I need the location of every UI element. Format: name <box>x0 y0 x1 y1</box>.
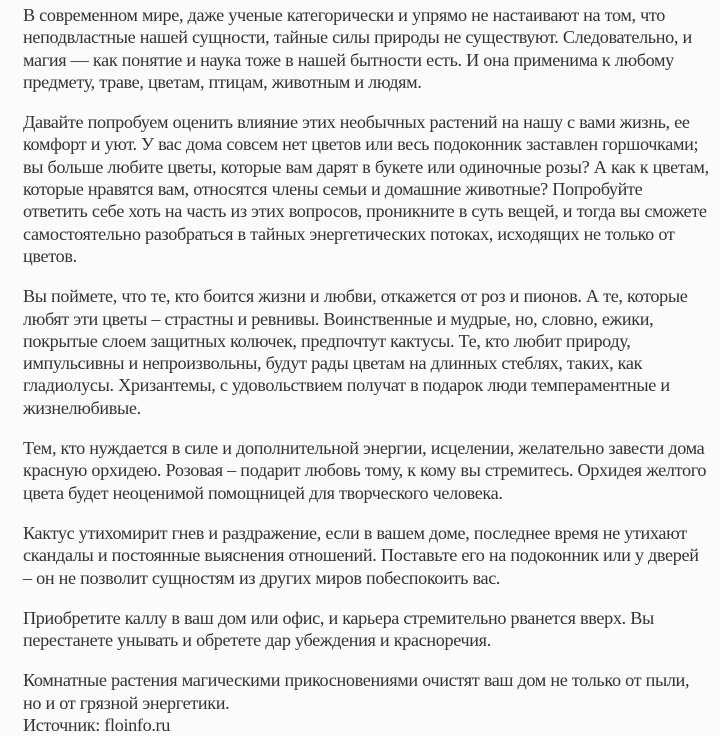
paragraph-orchid: Тем, кто нуждается в силе и дополнительной энергии, исцелении, желательно завести дома красную орхидею. Розовая – подарит любовь тому, к кому вы стремитесь. Орхидея желтого цвета будет неоценимой помощницей для творческого человека. <box>23 438 707 503</box>
paragraph-cactus: Кактус утихомирит гнев и раздражение, если в вашем доме, последнее время не утихают скандалы и постоянные выяснения отношений. Поставьте его на подоконник или у дверей – он не позволит сущностям из других миров побеспокоить вас. <box>23 522 699 588</box>
paragraph-influence: Давайте попробуем оценить влияние этих необычных растений на нашу с вами жизнь, ее комфорт и уют. У вас дома совсем нет цветов или весь подоконник заставлен горшочками; вы больше любите цветы, которые вам дарят в букете или одиночные розы? А как к цветам, которые нравятся вам, относятся члены семьи и домашние животные? Попробуйте ответить себе хоть на часть из этих вопросов, проникните в суть вещей, и тогда вы сможете самостоятельно разобраться в тайных энергетических потоках, исходящих не только от цветов. <box>23 112 709 266</box>
paragraph-conclusion: Комнатные растения магическими прикосновениями очистят ваш дом не только от пыли, но и от грязной энергетики. <box>23 670 690 713</box>
paragraph-calla: Приобретите каллу в ваш дом или офис, и карьера стремительно рванется вверх. Вы перестанете унывать и обретете дар убеждения и красноречия. <box>23 607 654 651</box>
source-label: Источник: <box>23 715 105 736</box>
source-link[interactable]: floinfo.ru <box>104 715 170 736</box>
article-body <box>23 4 711 736</box>
source-line <box>23 714 711 736</box>
paragraph-personality: Вы поймете, что те, кто боится жизни и любви, откажется от роз и пионов. А те, которые любят эти цветы – страстны и ревнивы. Воинственные и мудрые, но, словно, ежики, покрытые слоем защитных колючек, предпочтут кактусы. Те, кто любит природу, импульсивны и непроизвольны, будут рады цветам на длинных стеблях, таких, как гладиолусы. Хризантемы, с удовольствием получат в подарок люди темпераментные и жизнелюбивые. <box>23 286 688 418</box>
paragraph-intro: В современном мире, даже ученые категорически и упрямо не настаивают на том, что неподвластные нашей сущности, тайные силы природы не существуют. Следовательно, и магия — как понятие и наука тоже в нашей бытности есть. И она применима к любому предмету, траве, цветам, птицам, животным и людям. <box>23 5 692 92</box>
